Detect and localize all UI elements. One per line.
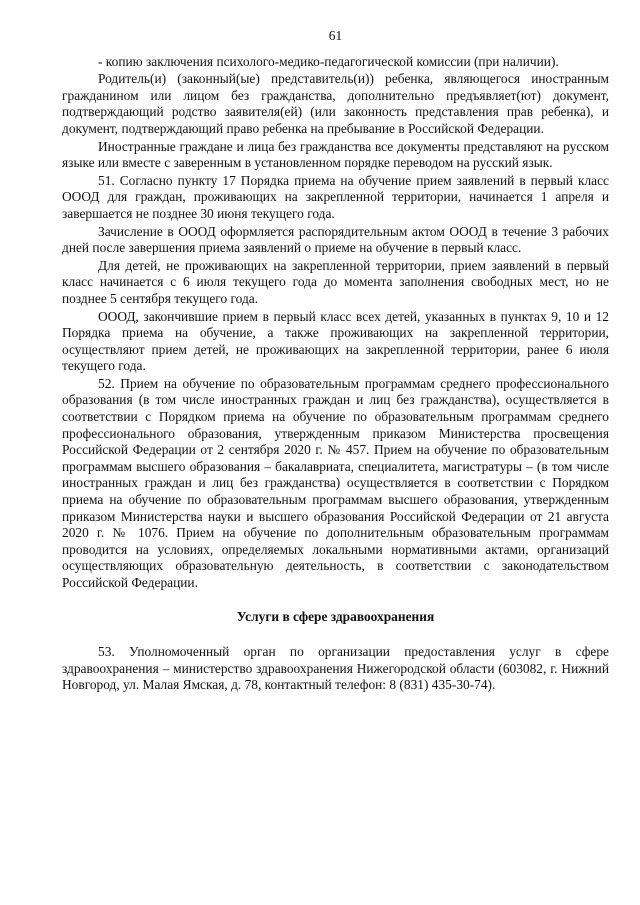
paragraph-early-admission: ОООД, закончившие прием в первый класс всех детей, указанных в пунктах 9, 10 и 12 Порядка приема на обучение, а также проживающих на закрепленной территории, осуществляют прием детей, не проживающих на закрепленной территории, ранее 6 июля текущего года.	[62, 308, 609, 374]
paragraph-russian-language-documents: Иностранные граждане и лица без гражданства все документы представляют на русском языке или вместе с заверенным в установленном порядке переводом на русский язык.	[62, 138, 609, 171]
paragraph-item-51: 51. Согласно пункту 17 Порядка приема на обучение прием заявлений в первый класс ОООД для граждан, проживающих на закрепленной территории, начинается 1 апреля и завершается не позднее 30 июня текущего года.	[62, 172, 609, 221]
paragraph-psychological-commission: - копию заключения психолого-медико-педагогической комиссии (при наличии).	[98, 53, 559, 69]
section-title-healthcare: Услуги в сфере здравоохранения	[236, 608, 435, 624]
body-text-bottom	[62, 644, 609, 694]
paragraph-enrollment-order: Зачисление в ОООД оформляется распорядительным актом ОООД в течение 3 рабочих дней после завершения приема заявлений о приеме на обучение в первый класс.	[62, 223, 609, 256]
page-number: 61	[328, 28, 343, 43]
paragraph-item-53: 53. Уполномоченный орган по организации предоставления услуг в сфере здравоохранения – министерство здравоохранения Нижегородской области (603082, г. Нижний Новгород, ул. Малая Ямская, д. 78, контактный телефон: 8 (831) 435-30-74).	[62, 644, 609, 693]
paragraph-item-52: 52. Прием на обучение по образовательным программам среднего профессионального образования (в том числе иностранных граждан и лиц без гражданства), осуществляется в соответствии с Порядком приема на обучение по образовательным программам среднего профессионального образования, утвержденным приказом Министерства просвещения Российской Федерации от 2 сентября 2020 г. № 457. Прием на обучение по образовательным программам высшего образования – бакалавриата, специалитета, магистратуры – (в том числе иностранных граждан и лиц без гражданства) осуществляется в соответствии с Порядком приема на обучение по образовательным программам высшего образования, утвержденным приказом Министерства науки и высшего образования Российской Федерации от 21 августа 2020 г. № 1076. Прием на обучение по дополнительным образовательным программам проводится на условиях, определяемых локальными нормативными актами, организаций осуществляющих образовательную деятельность, в соответствии с законодательством Российской Федерации.	[62, 375, 609, 590]
paragraph-foreign-parents-documents: Родитель(и) (законный(ые) представитель(и)) ребенка, являющегося иностранным гражданином или лицом без гражданства, дополнительно предъявляет(ют) документ, подтверждающий родство заявителя(ей) (или законность представления прав ребенка), и документ, подтверждающий право ребенка на пребывание в Российской Федерации.	[62, 71, 609, 136]
paragraph-non-resident-children: Для детей, не проживающих на закрепленной территории, прием заявлений в первый класс начинается с 6 июля текущего года до момента заполнения свободных мест, но не позднее 5 сентября текущего года.	[62, 257, 609, 306]
body-text-top	[62, 54, 609, 592]
